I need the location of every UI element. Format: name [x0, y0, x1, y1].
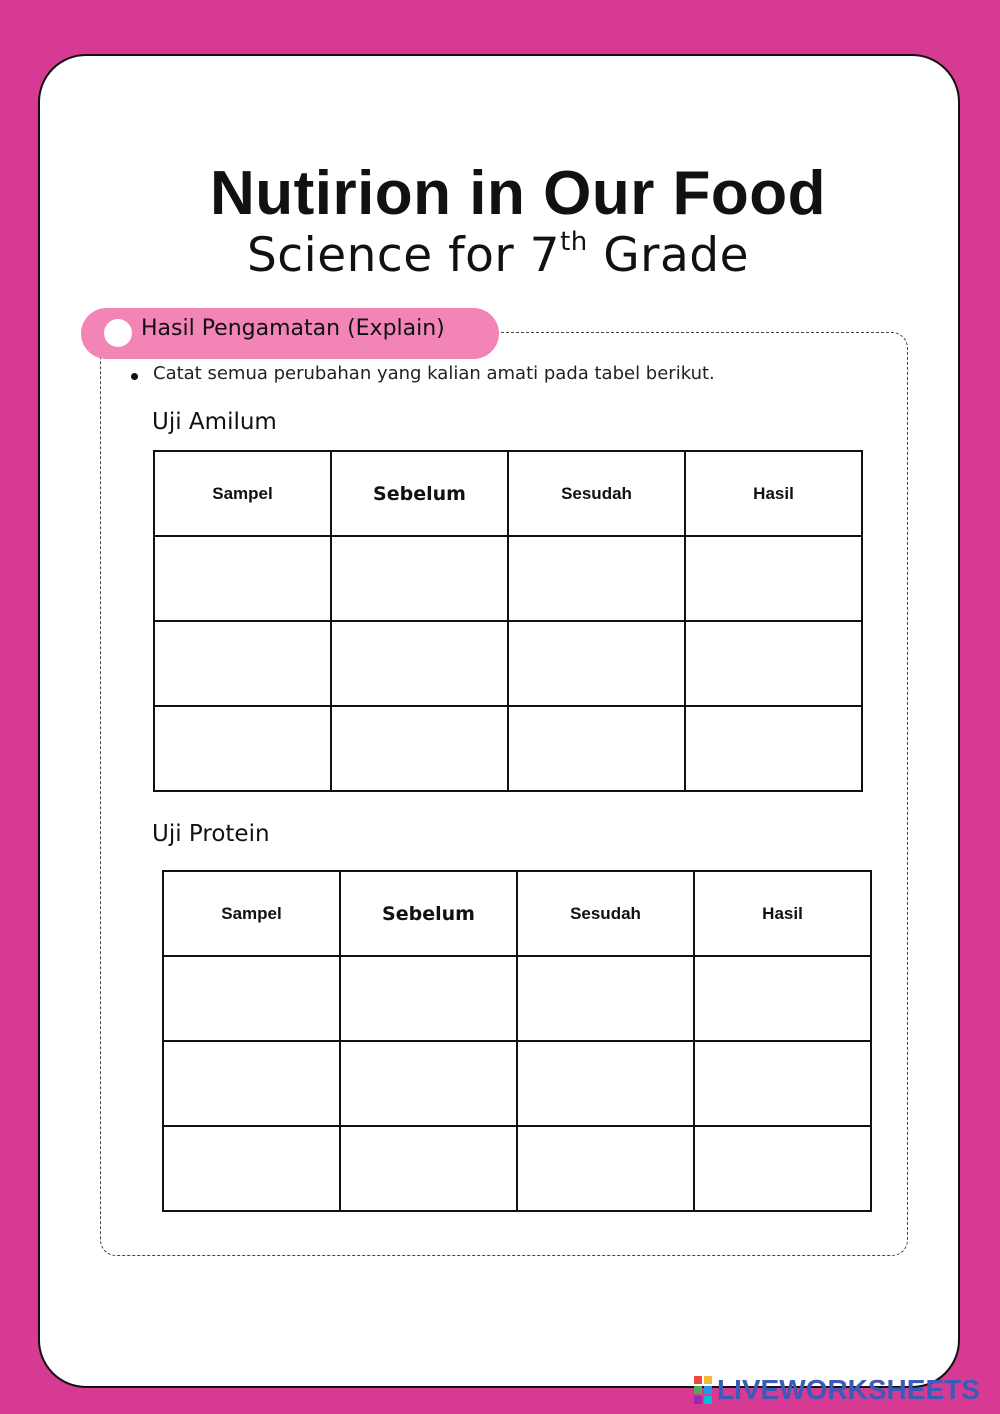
table-cell[interactable] [331, 706, 508, 791]
watermark-text: LIVEWORKSHEETS [717, 1374, 980, 1405]
table-row [154, 536, 862, 621]
table-header-row [154, 451, 862, 536]
table-cell[interactable] [340, 1126, 517, 1211]
logo-square [694, 1396, 702, 1404]
table-label-protein: Uji Protein [152, 821, 270, 847]
table-header-row [163, 871, 871, 956]
header-cell-sesudah: Sesudah [508, 451, 685, 536]
table-row [154, 706, 862, 791]
table-cell[interactable] [694, 956, 871, 1041]
table-row [163, 956, 871, 1041]
header-cell-sesudah: Sesudah [517, 871, 694, 956]
header-cell-sebelum: Sebelum [331, 451, 508, 536]
logo-square [704, 1386, 712, 1394]
table-cell[interactable] [508, 536, 685, 621]
table-cell[interactable] [340, 1041, 517, 1126]
table-cell[interactable] [685, 706, 862, 791]
table-cell[interactable] [163, 1126, 340, 1211]
protein-table [162, 870, 872, 1212]
table-cell[interactable] [685, 621, 862, 706]
page-subtitle [0, 228, 996, 283]
table-cell[interactable] [331, 536, 508, 621]
table-cell[interactable] [517, 1041, 694, 1126]
table-cell[interactable] [154, 706, 331, 791]
table-cell[interactable] [517, 956, 694, 1041]
subtitle-end: Grade [587, 228, 750, 283]
table-cell[interactable] [685, 536, 862, 621]
logo-square [704, 1376, 712, 1384]
bullet-icon [131, 373, 138, 380]
table-cell[interactable] [163, 1041, 340, 1126]
table-cell[interactable] [154, 621, 331, 706]
table-cell[interactable] [331, 621, 508, 706]
table-label-amilum: Uji Amilum [152, 409, 277, 435]
liveworksheets-watermark[interactable] [694, 1375, 980, 1405]
instruction-text: Catat semua perubahan yang kalian amati pada tabel berikut. [153, 363, 715, 384]
table-cell[interactable] [517, 1126, 694, 1211]
logo-square [704, 1396, 712, 1404]
table-cell[interactable] [340, 956, 517, 1041]
amilum-table [153, 450, 863, 792]
header-cell-sampel: Sampel [163, 871, 340, 956]
liveworksheets-logo-icon [694, 1376, 712, 1404]
table-cell[interactable] [508, 621, 685, 706]
section-pill-label: Hasil Pengamatan (Explain) [141, 316, 445, 341]
logo-square [694, 1376, 702, 1384]
table-cell[interactable] [154, 536, 331, 621]
table-cell[interactable] [694, 1041, 871, 1126]
subtitle-main: Science for 7 [246, 228, 561, 283]
table-cell[interactable] [163, 956, 340, 1041]
header-cell-sampel: Sampel [154, 451, 331, 536]
header-cell-hasil: Hasil [685, 451, 862, 536]
logo-square [694, 1386, 702, 1394]
header-cell-sebelum: Sebelum [340, 871, 517, 956]
table-cell[interactable] [694, 1126, 871, 1211]
header-cell-hasil: Hasil [694, 871, 871, 956]
table-cell[interactable] [508, 706, 685, 791]
pill-circle-icon [104, 319, 132, 347]
table-row [163, 1126, 871, 1211]
table-row [154, 621, 862, 706]
subtitle-superscript: th [560, 227, 588, 258]
page-title: Nutirion in Our Food [209, 159, 827, 228]
table-row [163, 1041, 871, 1126]
